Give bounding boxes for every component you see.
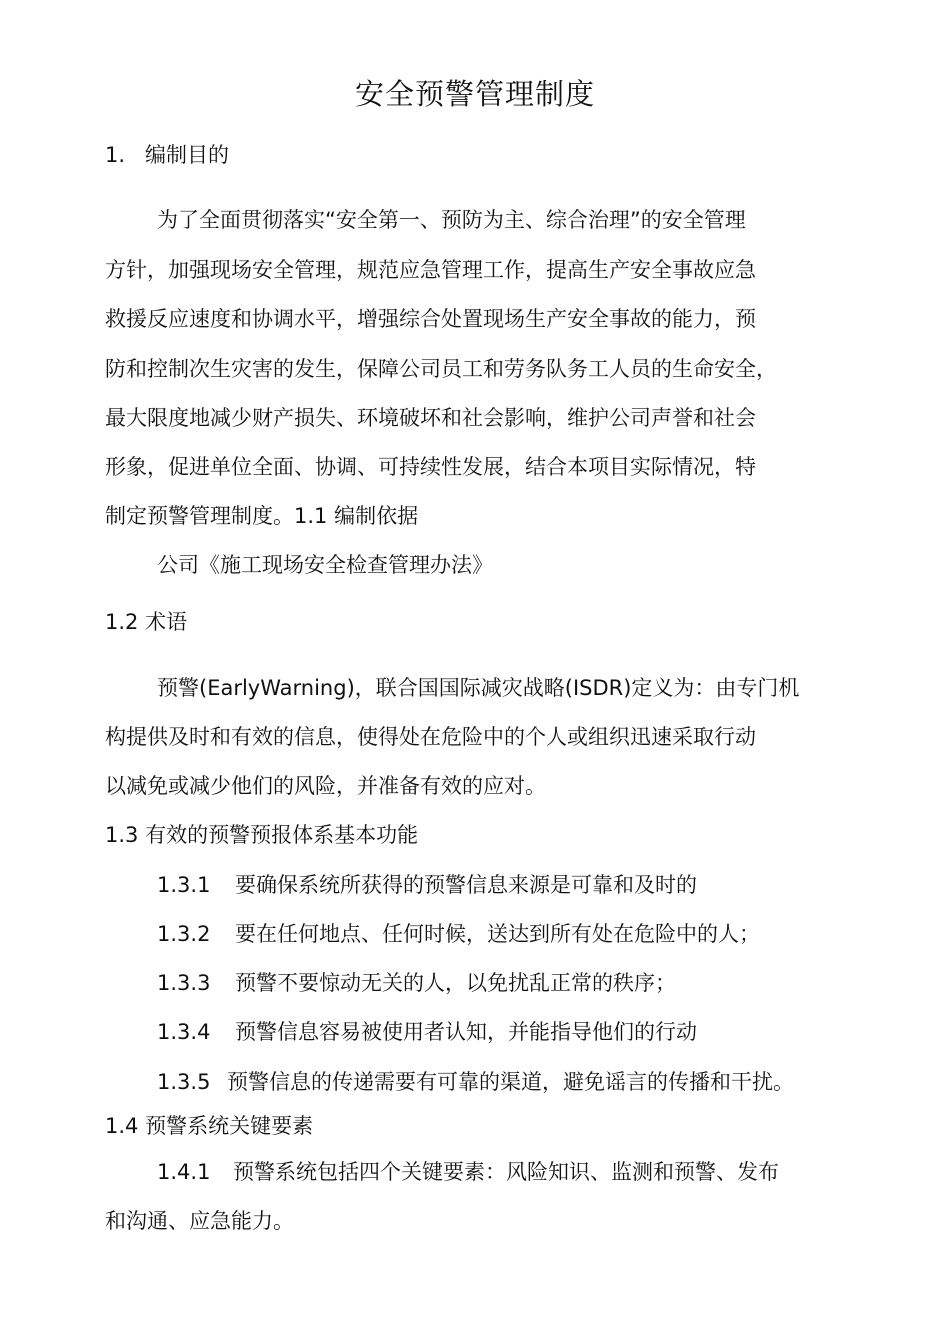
section-heading-1: [105, 139, 229, 171]
item-number: 1.3.3: [157, 971, 211, 995]
item-number: 1.3.4: [157, 1020, 211, 1044]
paragraph-line: 救援反应速度和协调水平，增强综合处置现场生产安全事故的能力，预: [105, 307, 756, 331]
item-text: 要确保系统所获得的预警信息来源是可靠和及时的: [235, 873, 697, 897]
item-number: 1.3.1: [157, 873, 211, 897]
item-text: 预警信息容易被使用者认知，并能指导他们的行动: [235, 1020, 697, 1044]
paragraph-line: 方针，加强现场安全管理，规范应急管理工作，提高生产安全事故应急: [105, 258, 756, 282]
list-item: [157, 869, 697, 901]
section-heading-1-3: 1.3 有效的预警预报体系基本功能: [105, 823, 419, 847]
basis-document: 公司《施工现场安全检查管理办法》: [157, 553, 493, 577]
paragraph-line: 制定预警管理制度。1.1 编制依据: [105, 504, 419, 528]
item-number: 1.3.5: [157, 1070, 211, 1094]
paragraph-line: 最大限度地减少财产损失、环境破坏和社会影响，维护公司声誉和社会: [105, 406, 756, 430]
item-text: 预警信息的传递需要有可靠的渠道，避免谣言的传播和干扰。: [227, 1070, 794, 1094]
paragraph-line: 防和控制次生灾害的发生，保障公司员工和劳务队务工人员的生命安全，: [105, 357, 777, 381]
list-item: [157, 967, 676, 999]
paragraph-line: 形象，促进单位全面、协调、可持续性发展，结合本项目实际情况，特: [105, 455, 756, 479]
paragraph-line: 构提供及时和有效的信息，使得处在危险中的个人或组织迅速采取行动: [105, 725, 756, 749]
list-item: [157, 1066, 794, 1098]
section-heading-1-4: 1.4 预警系统关键要素: [105, 1114, 314, 1138]
list-item: [157, 918, 760, 950]
item-number: 1.4.1: [157, 1160, 211, 1184]
document-title: 安全预警管理制度: [354, 77, 595, 111]
item-number: 1.3.2: [157, 922, 211, 946]
item-text: 要在任何地点、任何时候，送达到所有处在危险中的人；: [235, 922, 760, 946]
list-item: [157, 1156, 779, 1188]
list-item: [157, 1016, 697, 1048]
section-title: 编制目的: [145, 143, 229, 167]
paragraph-line: 和沟通、应急能力。: [105, 1209, 294, 1233]
item-text: 预警系统包括四个关键要素：风险知识、监测和预警、发布: [233, 1160, 779, 1184]
item-text: 预警不要惊动无关的人，以免扰乱正常的秩序；: [235, 971, 676, 995]
paragraph-line: 为了全面贯彻落实“安全第一、预防为主、综合治理”的安全管理: [157, 208, 746, 232]
section-heading-1-2: 1.2 术语: [105, 610, 188, 634]
section-number: 1.: [105, 143, 126, 167]
paragraph-line: 预警(EarlyWarning)，联合国国际减灾战略(ISDR)定义为：由专门机: [157, 676, 800, 700]
paragraph-line: 以减免或减少他们的风险，并准备有效的应对。: [105, 774, 546, 798]
